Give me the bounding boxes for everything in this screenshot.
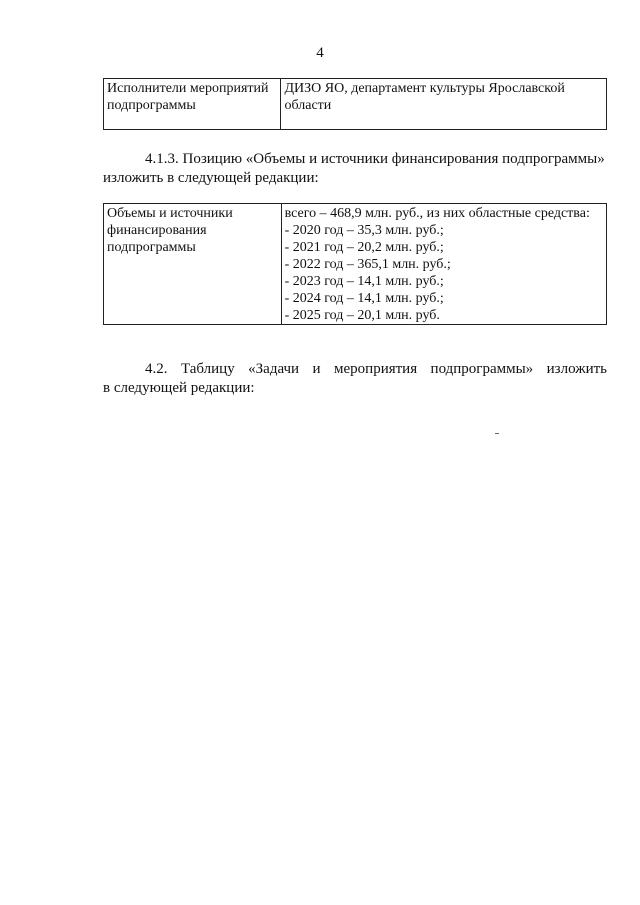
paragraph-4-1-3 <box>103 150 607 188</box>
paragraph-4-2-line2: в следующей редакции: <box>103 380 255 396</box>
list-item: - 2022 год – 365,1 млн. руб.; <box>284 257 451 272</box>
paragraph-4-2 <box>103 360 607 398</box>
scan-speck <box>495 433 499 434</box>
executors-label: Исполнители мероприятий подпрограммы <box>104 79 281 130</box>
page-number: 4 <box>316 45 324 61</box>
list-item: - 2024 год – 14,1 млн. руб.; <box>284 291 444 306</box>
paragraph-4-1-3-line1: 4.1.3. Позицию «Объемы и источники финансирования подпрограммы» <box>145 151 605 167</box>
financing-table <box>103 203 607 325</box>
financing-label: Объемы и источники финансирования подпрограммы <box>104 204 282 325</box>
table-row <box>104 204 607 325</box>
paragraph-4-2-line1: 4.2. Таблицу «Задачи и мероприятия подпрограммы» изложить <box>145 361 607 377</box>
financing-total: всего – 468,9 млн. руб., из них областные средства: <box>284 206 590 221</box>
executors-table <box>103 78 607 130</box>
list-item: - 2025 год – 20,1 млн. руб. <box>284 308 440 323</box>
table-row <box>104 79 607 130</box>
list-item: - 2020 год – 35,3 млн. руб.; <box>284 223 444 238</box>
list-item: - 2021 год – 20,2 млн. руб.; <box>284 240 444 255</box>
financing-years-list <box>285 222 603 324</box>
executors-value: ДИЗО ЯО, департамент культуры Ярославской области <box>281 79 607 130</box>
paragraph-4-1-3-line2: изложить в следующей редакции: <box>103 170 319 186</box>
financing-value <box>281 204 606 325</box>
list-item: - 2023 год – 14,1 млн. руб.; <box>284 274 444 289</box>
